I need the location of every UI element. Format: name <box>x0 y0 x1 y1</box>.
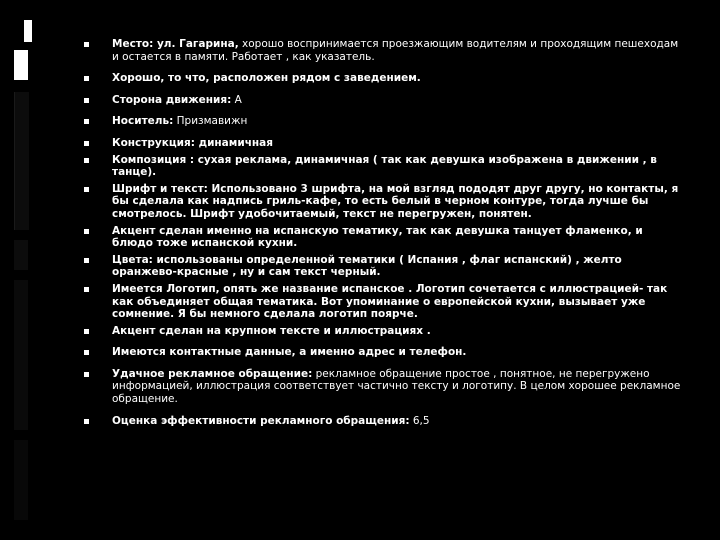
decor-bar <box>14 240 28 270</box>
list-item <box>84 38 684 63</box>
decor-bar <box>14 280 28 430</box>
list-item <box>84 368 684 406</box>
item-label: Оценка эффективности рекламного обращения: <box>112 414 410 427</box>
item-label: Композиция : сухая реклама, динамичная ( так как девушка изображена в движении , в танце). <box>112 153 657 179</box>
bullet-icon <box>84 187 89 192</box>
list-item <box>84 137 684 150</box>
bullet-icon <box>84 258 89 263</box>
item-text: рекламное обращение простое , понятное, не перегружено информацией, иллюстрация соответствует частично тексту и логотипу. В целом хорошее рекламное обращение. <box>112 367 681 406</box>
decor-bar <box>14 440 28 520</box>
item-label: Место: ул. Гагарина, <box>112 38 239 50</box>
bullet-icon <box>84 229 89 234</box>
decor-bar <box>14 92 29 230</box>
item-label: Акцент сделан на крупном тексте и иллюстрациях . <box>112 324 431 337</box>
item-label: Хорошо, то что, расположен рядом с заведением. <box>112 72 421 85</box>
bullet-icon <box>84 419 89 424</box>
bullet-icon <box>84 158 89 163</box>
list-item <box>84 72 684 85</box>
bullet-icon <box>84 141 89 146</box>
item-label: Имеется Логотип, опять же название испанское . Логотип сочетается с иллюстрацией- так как объединяет общая тематика. Вот упоминание о европейской кухни, вызывает уже сомнение. Я бы немного сделала логотип поярче. <box>112 282 668 321</box>
decor-bar <box>14 50 28 80</box>
list-item <box>84 254 684 279</box>
item-label: Имеются контактные данные, а именно адрес и телефон. <box>112 346 467 359</box>
item-label: Носитель: <box>112 115 174 128</box>
item-label: Конструкция: динамичная <box>112 136 273 149</box>
list-item <box>84 115 684 128</box>
list-item <box>84 94 684 107</box>
item-label: Удачное рекламное обращение: <box>112 367 313 380</box>
bullet-icon <box>84 287 89 292</box>
list-item <box>84 283 684 321</box>
list-item <box>84 415 684 428</box>
list-item <box>84 325 684 338</box>
item-label: Шрифт и текст: Использовано 3 шрифта, на мой взгляд пододят друг другу, но контакты, я бы сделала как надпись гриль-кафе, то есть белый в черном контуре, тогда лучше бы смотрелось. Шрифт удобочитаемый, текст не перегружен, понятен. <box>112 182 679 220</box>
list-item <box>84 225 684 250</box>
list-item <box>84 346 684 359</box>
bullet-icon <box>84 372 89 377</box>
bullet-icon <box>84 98 89 103</box>
item-text: Призмавижн <box>173 115 248 128</box>
bullet-icon <box>84 119 89 124</box>
item-text: хорошо воспринимается проезжающим водителям и проходящим пешеходам и остается в памяти. Работает , как указатель. <box>112 38 679 63</box>
item-text: 6,5 <box>409 414 430 427</box>
item-label: Цвета: использованы определенной тематики ( Испания , флаг испанский) , желто оранжево-красные , ну и сам текст черный. <box>112 253 622 279</box>
bullet-icon <box>84 76 89 81</box>
item-text: А <box>231 93 242 106</box>
bullet-icon <box>84 42 89 47</box>
bullet-icon <box>84 350 89 355</box>
decor-bar <box>24 20 32 42</box>
list-item <box>84 183 684 221</box>
bullet-list <box>84 38 684 427</box>
list-item <box>84 154 684 179</box>
item-label: Сторона движения: <box>112 93 232 106</box>
bullet-icon <box>84 329 89 334</box>
item-label: Акцент сделан именно на испанскую тематику, так как девушка танцует фламенко, и блюдо тоже испанской кухни. <box>112 224 643 250</box>
